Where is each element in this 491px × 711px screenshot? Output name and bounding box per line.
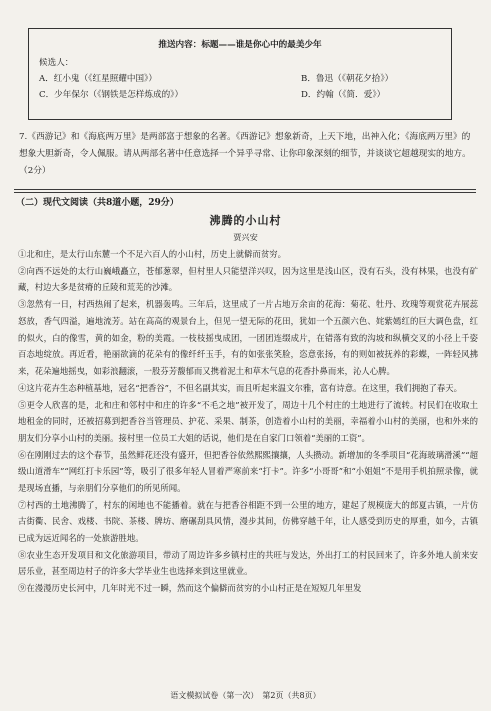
- options-row-1: [39, 71, 441, 87]
- paragraph-5: ⑤更令人欣喜的是，北和庄和邻村中和庄的许多“不毛之地”被开发了，周边十几个村庄的土地进行了流转。村民们在收取土地租金的同时，还被招募到把香谷当管理员、护花、采果、制茶，创造着小山村的美丽，幸福着小山村的美丽，也和外来的朋友们分享小山村的美丽。接村里一位员工大姐的话说，他们是在自家门口领着“美丽的工资”。: [18, 399, 478, 443]
- option-b: B．鲁迅（《朝花夕拾》）: [301, 74, 394, 84]
- section-heading: （二）现代文阅读（共8道小题，29分）: [16, 198, 179, 208]
- options-row-2: [39, 87, 441, 103]
- paragraph-3: ③忽然有一日，村西热闹了起来，机器轰鸣。三年后，这里成了一片占地万余亩的花海：菊花、牡丹、玫瑰等观赏花卉展蕊怒放，香气四溢，遍地流芳。站在高高的观景台上，但见一望无际的花田，犹如一个五颜六色、姹紫嫣红的巨大调色盘，红的似火，白的像雪，黄的如金，粉的美霞。一枝枝摇曳成团，一团团连缀成片，在错落有致的沟坡和纵横交叉的小径上千姿百态地绽放。再近看，艳丽欲滴的花朵有的像纤纤玉手，有的如张张笑脸，恣意张扬，有的则如被抚养的彩蝶，一阵轻风拂来，花朵遍地摇曳，如彩浪翻滚，一股芬芳馥郁而又携着泥土和草木气息的花香扑鼻而来，沁人心脾。: [18, 299, 478, 376]
- push-content-box: [28, 28, 452, 120]
- option-d: D．约翰（《简．爱》）: [301, 90, 386, 100]
- paragraph-9: ⑨在漫漫历史长河中，几年时光不过一瞬，然而这个偏僻而贫穷的小山村正是在短短几年里发: [18, 583, 362, 594]
- divider-top: [14, 189, 476, 190]
- paragraph-4: ④这片花卉生态种植基地，冠名“把香谷”，不但名副其实，而且听起来温文尔雅，富有诗意。在这里，我们拥抱了春天。: [18, 382, 463, 393]
- paragraph-6: ⑥在刚刚过去的这个春节，虽然鲜花还没有盛开，但把香谷依然熙熙攘攘，人头攒动。新增加的冬季项目“花海玻璃滑溪”“超级山道滑车”“网红打卡乐园”等，吸引了很多年轻人冒着严寒前来“打卡”。许多“小哥哥”和“小姐姐”不是用手机拍照录像，就是现场直播，与亲朋们分享他们的所见所闻。: [18, 449, 478, 493]
- paragraph-7: ⑦村西的土地沸腾了，村东的闲地也不能播着。就在与把香谷相距不到一公里的地方，建起了规模庞大的郎夏古镇，一片仿古街衢、民舍、戏楼、书院、茶楼、牌坊、磨碾刮具风情，漫步其间，仿佛穿越千年，让人感受到历史的厚重，如今，古镇已成为远近闻名的一处旅游胜地。: [18, 499, 478, 543]
- option-c: C．少年保尔（《钢铁是怎样炼成的》）: [39, 90, 184, 100]
- article-body: [18, 246, 478, 597]
- page-footer: 语文模拟试卷（第一次） 第2页（共8页）: [170, 691, 321, 700]
- option-a: A．红小鬼（《红星照耀中国》）: [39, 74, 157, 84]
- question-7: 7.《西游记》和《海底两万里》是两部富于想象的名著。《西游记》想象新奇，上天下地，出神入化；《海底两万里》的想象大胆新奇，令人佩服。请从两部名著中任意选择一个异乎寻常、让你印象深刻的细节，并谈谈它超越现实的地方。（2分）: [19, 132, 471, 176]
- article-author: 贾兴安: [233, 232, 258, 242]
- box-heading: 推送内容：标题——谁是你心中的最美少年: [158, 40, 322, 50]
- article-title: 沸腾的小山村: [209, 214, 282, 227]
- divider-bottom: [14, 192, 476, 193]
- paragraph-2: ②向西不远处的太行山巍峨矗立，苍郁葱翠，但村里人只能望洋兴叹，因为这里是浅山区，没有石头，没有林果，也没有矿藏，村边大多是贫瘠的丘陵和荒芜的沙滩。: [18, 265, 478, 293]
- candidates-label: 候选人：: [39, 58, 74, 68]
- paragraph-1: ①北和庄，是太行山东麓一个不足六百人的小山村，历史上就僻而贫穷。: [18, 249, 286, 259]
- paragraph-8: ⑧农业生态开发项目和文化旅游项目，带动了周边许多乡镇村庄的共旺与发达，外出打工的村民回来了，许多外地人前来安居乐业，甚至周边村子的许多大学毕业生也选择来到这里就业。: [18, 549, 478, 577]
